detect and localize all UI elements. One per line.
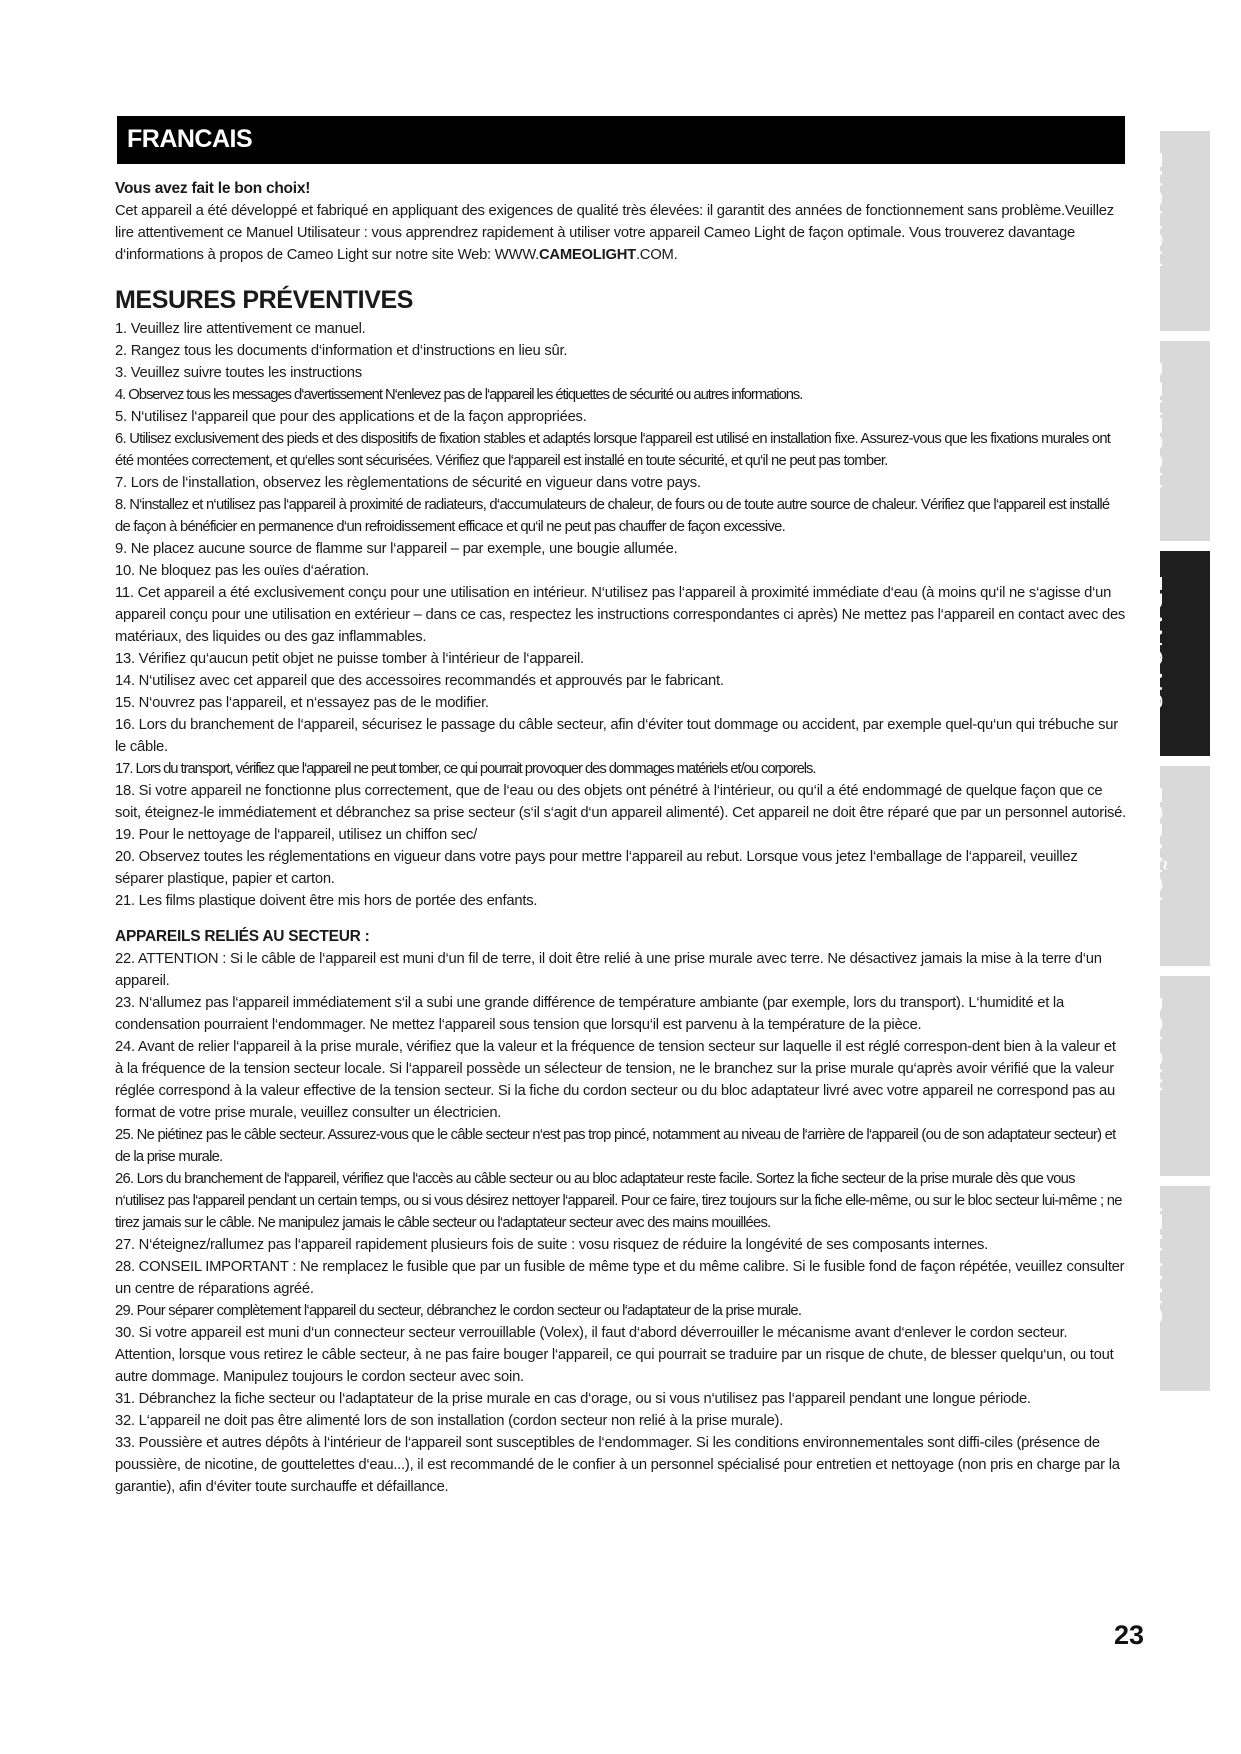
list-item: 29. Pour séparer complètement l‘appareil du secteur, débranchez le cordon secteur ou l‘adaptateur de la prise murale. bbox=[115, 1303, 802, 1319]
tab-italiano[interactable] bbox=[1138, 1186, 1210, 1391]
list-item: 17. Lors du transport, vérifiez que l‘appareil ne peut tomber, ce qui pourrait provoquer des dommages matériels et/ou corporels. bbox=[115, 761, 816, 777]
list-item: 20. Observez toutes les réglementations en vigueur dans votre pays pour mettre l‘appareil au rebut. Lorsque vous jetez l‘emballage de l‘appareil, veuillez séparer plastique, papier et carton. bbox=[115, 849, 1078, 887]
list-item: 31. Débranchez la fiche secteur ou l‘adaptateur de la prise murale en cas d‘orage, ou si vous n‘utilisez pas l‘appareil pendant une longue période. bbox=[115, 1391, 1031, 1407]
list-item: 1. Veuillez lire attentivement ce manuel. bbox=[115, 321, 366, 337]
tab-deutsch[interactable] bbox=[1138, 341, 1210, 541]
list-item: 16. Lors du branchement de l‘appareil, sécurisez le passage du câble secteur, afin d‘éviter tout dommage ou accident, par exemple quel-qu‘un qui trébuche sur le câble. bbox=[115, 717, 1118, 755]
language-header-bar bbox=[113, 116, 1125, 164]
list-item: 21. Les films plastique doivent être mis hors de portée des enfants. bbox=[115, 893, 538, 909]
tab-english-label: ENGLISH bbox=[1138, 151, 1168, 269]
tab-italiano-label: ITALIANO bbox=[1138, 1206, 1168, 1327]
list-item: 24. Avant de relier l‘appareil à la prise murale, vérifiez que la valeur et la fréquence de tension secteur sur laquelle il est réglé correspon-dent bien à la valeur et à la fréquence de la tension secteur locale. Si l‘appareil possède un sélecteur de tension, ne le branchez sur la prise murale qu‘après avoir vérifié que la valeur réglée correspond à la valeur effective de la tension secteur. Si la fiche du cordon secteur ou du bloc adaptateur livré avec votre appareil ne correspond pas au format de votre prise murale, veuillez consulter un électricien. bbox=[115, 1039, 1116, 1121]
list-item: 14. N‘utilisez avec cet appareil que des accessoires recommandés et approuvés par le fabricant. bbox=[115, 673, 724, 689]
tab-espanol[interactable] bbox=[1138, 766, 1210, 966]
tab-espanol-label: ESPAÑOL bbox=[1138, 786, 1168, 911]
language-header-title: FRANCAIS bbox=[127, 125, 253, 153]
document-body bbox=[115, 178, 1127, 1498]
brand-name: CAMEOLIGHT bbox=[538, 247, 636, 263]
list-item: 28. CONSEIL IMPORTANT : Ne remplacez le fusible que par un fusible de même type et du même calibre. Si le fusible fond de façon répétée, veuillez consulter un centre de réparations agréé. bbox=[115, 1259, 1125, 1297]
list-item: 33. Poussière et autres dépôts à l‘intérieur de l‘appareil sont susceptibles de l‘endommager. Si les conditions environnementales sont diffi-ciles (présence de poussière, de nicotine, de gouttelettes d‘eau...), il est recommandé de le confier à un personnel spécialisé pour entretien et nettoyage (non pris en charge par la garantie), afin d‘éviter toute surchauffe et défaillance. bbox=[115, 1435, 1120, 1495]
subsection-title: APPAREILS RELIÉS AU SECTEUR : bbox=[115, 928, 370, 945]
tab-polski[interactable] bbox=[1138, 976, 1210, 1176]
tab-francais[interactable] bbox=[1138, 551, 1210, 756]
list-item: 13. Vérifiez qu‘aucun petit objet ne puisse tomber à l‘intérieur de l‘appareil. bbox=[115, 651, 584, 667]
list-item: 19. Pour le nettoyage de l‘appareil, utilisez un chiffon sec/ bbox=[115, 827, 478, 843]
list-item: 11. Cet appareil a été exclusivement conçu pour une utilisation en intérieur. N‘utilisez pas l‘appareil à proximité immédiate d‘eau (à moins qu‘il ne s‘agisse d‘un appareil conçu pour une utilisation en extérieur – dans ce cas, respectez les instructions correspondantes ci après) Ne mettez pas l‘appareil en contact avec des matériaux, des liquides ou des gaz inflammables. bbox=[115, 585, 1126, 645]
list-item: 8. N‘installez et n‘utilisez pas l‘appareil à proximité de radiateurs, d‘accumulateurs de chaleur, de fours ou de toute autre source de chaleur. Vérifiez que l‘appareil est installé de façon à bénéficier en permanence d‘un refroidissement efficace et qu‘il ne peut pas chauffer de façon excessive. bbox=[115, 497, 1110, 535]
intro-text-end: .COM. bbox=[635, 247, 678, 263]
list-item: 10. Ne bloquez pas les ouïes d‘aération. bbox=[115, 563, 370, 579]
tab-francais-label: FRANCAIS bbox=[1138, 575, 1168, 711]
list-item: 6. Utilisez exclusivement des pieds et des dispositifs de fixation stables et adaptés lorsque l‘appareil est utilisé en installation fixe. Assurez-vous que les fixations murales ont été montées correctement, et qu‘elles sont sécurisées. Vérifiez que l‘appareil est installé en toute sécurité, et qu‘il ne peut pas tomber. bbox=[115, 431, 1111, 469]
intro-paragraph bbox=[115, 200, 1127, 266]
list-item: 22. ATTENTION : Si le câble de l‘appareil est muni d‘un fil de terre, il doit être relié à une prise murale avec terre. Ne désactivez jamais la mise à la terre d‘un appareil. bbox=[115, 951, 1102, 989]
list-item: 9. Ne placez aucune source de flamme sur l‘appareil – par exemple, une bougie allumée. bbox=[115, 541, 678, 557]
list-item: 5. N‘utilisez l‘appareil que pour des applications et de la façon appropriées. bbox=[115, 409, 587, 425]
page-number: 23 bbox=[1114, 1620, 1145, 1650]
section-title: MESURES PRÉVENTIVES bbox=[115, 286, 414, 314]
list-item: 27. N‘éteignez/rallumez pas l‘appareil rapidement plusieurs fois de suite : vosu risquez de réduire la longévité de ses composants internes. bbox=[115, 1237, 989, 1253]
list-item: 18. Si votre appareil ne fonctionne plus correctement, que de l‘eau ou des objets ont pénétré à l‘intérieur, ou qu‘il a été endommagé de quelque façon que ce soit, éteignez-le immédiatement et débranchez sa prise secteur (s‘il s‘agit d‘un appareil alimenté). Cet appareil ne doit être réparé que par un personnel autorisé. bbox=[115, 783, 1126, 821]
list-item: 32. L‘appareil ne doit pas être alimenté lors de son installation (cordon secteur non relié à la prise murale). bbox=[115, 1413, 784, 1429]
tab-deutsch-label: DEUTSCH bbox=[1138, 361, 1168, 491]
list-item: 30. Si votre appareil est muni d‘un connecteur secteur verrouillable (Volex), il faut d‘abord déverrouiller le mécanisme avant d‘enlever le cordon secteur. Attention, lorsque vous retirez le câble secteur, à ne pas faire bouger l‘appareil, ce qui pourrait se traduire par un risque de chute, de blesser quelqu‘un, ou tout autre dommage. Manipulez toujours le cordon secteur avec soin. bbox=[115, 1325, 1114, 1385]
intro-title: Vous avez fait le bon choix! bbox=[115, 180, 311, 197]
tab-polski-label: POLSKI bbox=[1138, 996, 1168, 1093]
list-item: 7. Lors de l‘installation, observez les règlementations de sécurité en vigueur dans votre pays. bbox=[115, 475, 701, 491]
list-item: 25. Ne piétinez pas le câble secteur. Assurez-vous que le câble secteur n‘est pas trop pincé, notamment au niveau de l‘arrière de l‘appareil (ou de son adaptateur secteur) et de la prise murale. bbox=[115, 1127, 1116, 1165]
list-item: 2. Rangez tous les documents d‘information et d‘instructions en lieu sûr. bbox=[115, 343, 568, 359]
list-item: 15. N‘ouvrez pas l‘appareil, et n‘essayez pas de le modifier. bbox=[115, 695, 489, 711]
list-item: 4. Observez tous les messages d‘avertissement N‘enlevez pas de l‘appareil les étiquettes de sécurité ou autres informations. bbox=[115, 387, 803, 403]
list-item: 26. Lors du branchement de l‘appareil, vérifiez que l‘accès au câble secteur ou au bloc adaptateur reste facile. Sortez la fiche secteur de la prise murale dès que vous n‘utilisez pas l‘appareil pendant un certain temps, ou si vous désirez nettoyer l‘appareil. Pour ce faire, tirez toujours sur la fiche elle-même, ou sur le bloc secteur lui-même ; ne tirez jamais sur le câble. Ne manipulez jamais le câble secteur ou l‘adaptateur secteur avec des mains mouillées. bbox=[115, 1171, 1122, 1231]
list-item: 3. Veuillez suivre toutes les instructions bbox=[115, 365, 362, 381]
intro-text: Cet appareil a été développé et fabriqué en appliquant des exigences de qualité très élevées: il garantit des années de fonctionnement sans problème.Veuillez lire attentivement ce Manuel Utilisateur : vous apprendrez rapidement à utiliser votre appareil Cameo Light de façon optimale. Vous trouverez davantage d‘informations à propos de Cameo Light sur notre site Web: WWW. bbox=[115, 203, 1114, 263]
tab-english[interactable] bbox=[1138, 131, 1210, 331]
list-item: 23. N‘allumez pas l‘appareil immédiatement s‘il a subi une grande différence de température ambiante (par exemple, lors du transport). L‘humidité et la condensation pourraient l‘endommager. Ne mettez l‘appareil sous tension que lorsqu‘il est parvenu à la température de la pièce. bbox=[115, 995, 1064, 1033]
